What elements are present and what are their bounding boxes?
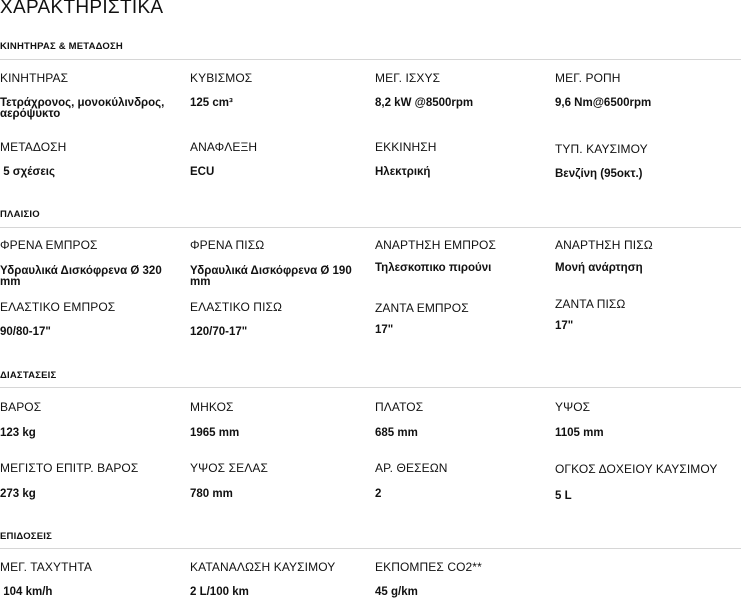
spec-value-max-load: 273 kg bbox=[0, 488, 36, 500]
spec-value-width: 685 mm bbox=[375, 427, 418, 439]
spec-label-max-load: ΜΕΓΙΣΤΟ ΕΠΙΤΡ. ΒΑΡΟΣ bbox=[0, 461, 139, 475]
spec-label-front-rim: ΖΑΝΤΑ ΕΜΠΡΟΣ bbox=[375, 301, 469, 315]
spec-label-width: ΠΛΑΤΟΣ bbox=[375, 400, 424, 414]
page-title: ΧΑΡΑΚΤΗΡΙΣΤΙΚΑ bbox=[0, 0, 164, 18]
spec-label-front-tire: ΕΛΑΣΤΙΚΟ ΕΜΠΡΟΣ bbox=[0, 300, 116, 314]
spec-label-fuel-type: ΤΥΠ. ΚΑΥΣΙΜΟΥ bbox=[555, 142, 648, 156]
spec-value-weight: 123 kg bbox=[0, 427, 36, 439]
spec-label-rear-rim: ΖΑΝΤΑ ΠΙΣΩ bbox=[555, 297, 626, 311]
spec-label-tank-capacity: ΟΓΚΟΣ ΔΟΧΕΙΟΥ ΚΑΥΣΙΜΟΥ bbox=[555, 462, 718, 476]
spec-label-front-suspension: ΑΝΑΡΤΗΣΗ ΕΜΠΡΟΣ bbox=[375, 238, 497, 252]
spec-label-weight: ΒΑΡΟΣ bbox=[0, 400, 42, 414]
spec-value-co2-emissions: 45 g/km bbox=[375, 586, 418, 598]
spec-label-starter: ΕΚΚΙΝΗΣΗ bbox=[375, 140, 437, 154]
spec-value-rear-rim: 17" bbox=[555, 320, 574, 332]
spec-value-front-tire: 90/80-17" bbox=[0, 326, 51, 338]
spec-label-max-power: ΜΕΓ. ΙΣΧΥΣ bbox=[375, 71, 441, 85]
spec-label-seat-height: ΥΨΟΣ ΣΕΛΑΣ bbox=[190, 461, 268, 475]
section-heading-dimensions: ΔΙΑΣΤΑΣΕΙΣ bbox=[0, 370, 57, 381]
section-divider bbox=[0, 548, 741, 549]
spec-label-rear-brake: ΦΡΕΝΑ ΠΙΣΩ bbox=[190, 238, 265, 252]
spec-value-seats: 2 bbox=[375, 488, 382, 500]
section-divider bbox=[0, 227, 741, 228]
spec-value-max-torque: 9,6 Nm@6500rpm bbox=[555, 97, 652, 109]
spec-label-seats: ΑΡ. ΘΕΣΕΩΝ bbox=[375, 461, 448, 475]
spec-value-transmission: 5 σχέσεις bbox=[0, 166, 55, 178]
spec-label-displacement: ΚΥΒΙΣΜΟΣ bbox=[190, 71, 253, 85]
spec-label-rear-tire: ΕΛΑΣΤΙΚΟ ΠΙΣΩ bbox=[190, 300, 283, 314]
spec-value-rear-tire: 120/70-17" bbox=[190, 326, 248, 338]
spec-label-rear-suspension: ΑΝΑΡΤΗΣΗ ΠΙΣΩ bbox=[555, 238, 653, 252]
spec-label-top-speed: ΜΕΓ. ΤΑΧΥΤΗΤΑ bbox=[0, 560, 92, 574]
spec-label-height: ΥΨΟΣ bbox=[555, 400, 591, 414]
spec-label-co2-emissions: ΕΚΠΟΜΠΕΣ CO2** bbox=[375, 560, 482, 574]
spec-value-rear-brake: Υδραυλικά Δισκόφρενα Ø 190 mm bbox=[190, 265, 352, 288]
spec-value-length: 1965 mm bbox=[190, 427, 240, 439]
spec-value-front-rim: 17" bbox=[375, 324, 394, 336]
spec-value-top-speed: 104 km/h bbox=[0, 586, 53, 598]
spec-label-engine: ΚΙΝΗΤΗΡΑΣ bbox=[0, 71, 69, 85]
spec-value-tank-capacity: 5 L bbox=[555, 490, 572, 502]
section-heading-frame: ΠΛΑΙΣΙΟ bbox=[0, 209, 40, 220]
section-heading-engine: ΚΙΝΗΤΗΡΑΣ & ΜΕΤΑΔΟΣΗ bbox=[0, 41, 123, 52]
spec-value-engine: Τετράχρονος, μονοκύλινδρος, αερόψυκτο bbox=[0, 97, 165, 120]
spec-value-front-brake: Υδραυλικά Δισκόφρενα Ø 320 mm bbox=[0, 265, 162, 288]
section-heading-performance: ΕΠΙΔΟΣΕΙΣ bbox=[0, 531, 52, 542]
spec-value-seat-height: 780 mm bbox=[190, 488, 233, 500]
spec-label-fuel-consumption: ΚΑΤΑΝΑΛΩΣΗ ΚΑΥΣΙΜΟΥ bbox=[190, 560, 336, 574]
spec-value-front-suspension: Τηλεσκοπικο πιρούνι bbox=[375, 262, 492, 274]
section-divider bbox=[0, 59, 741, 60]
spec-label-max-torque: ΜΕΓ. ΡΟΠΗ bbox=[555, 71, 621, 85]
spec-label-transmission: ΜΕΤΑΔΟΣΗ bbox=[0, 140, 67, 154]
spec-value-displacement: 125 cm³ bbox=[190, 97, 233, 109]
spec-label-front-brake: ΦΡΕΝΑ ΕΜΠΡΟΣ bbox=[0, 238, 98, 252]
spec-value-rear-suspension: Μονή ανάρτηση bbox=[555, 262, 643, 274]
spec-label-ignition: ΑΝΑΦΛΕΞΗ bbox=[190, 140, 258, 154]
spec-value-max-power: 8,2 kW @8500rpm bbox=[375, 97, 474, 109]
spec-value-height: 1105 mm bbox=[555, 427, 604, 439]
spec-label-length: ΜΗΚΟΣ bbox=[190, 400, 234, 414]
spec-value-fuel-type: Βενζίνη (95οκτ.) bbox=[555, 168, 643, 180]
spec-value-ignition: ECU bbox=[190, 166, 215, 178]
spec-value-starter: Ηλεκτρική bbox=[375, 166, 431, 178]
section-divider bbox=[0, 387, 741, 388]
spec-value-fuel-consumption: 2 L/100 km bbox=[190, 586, 249, 598]
